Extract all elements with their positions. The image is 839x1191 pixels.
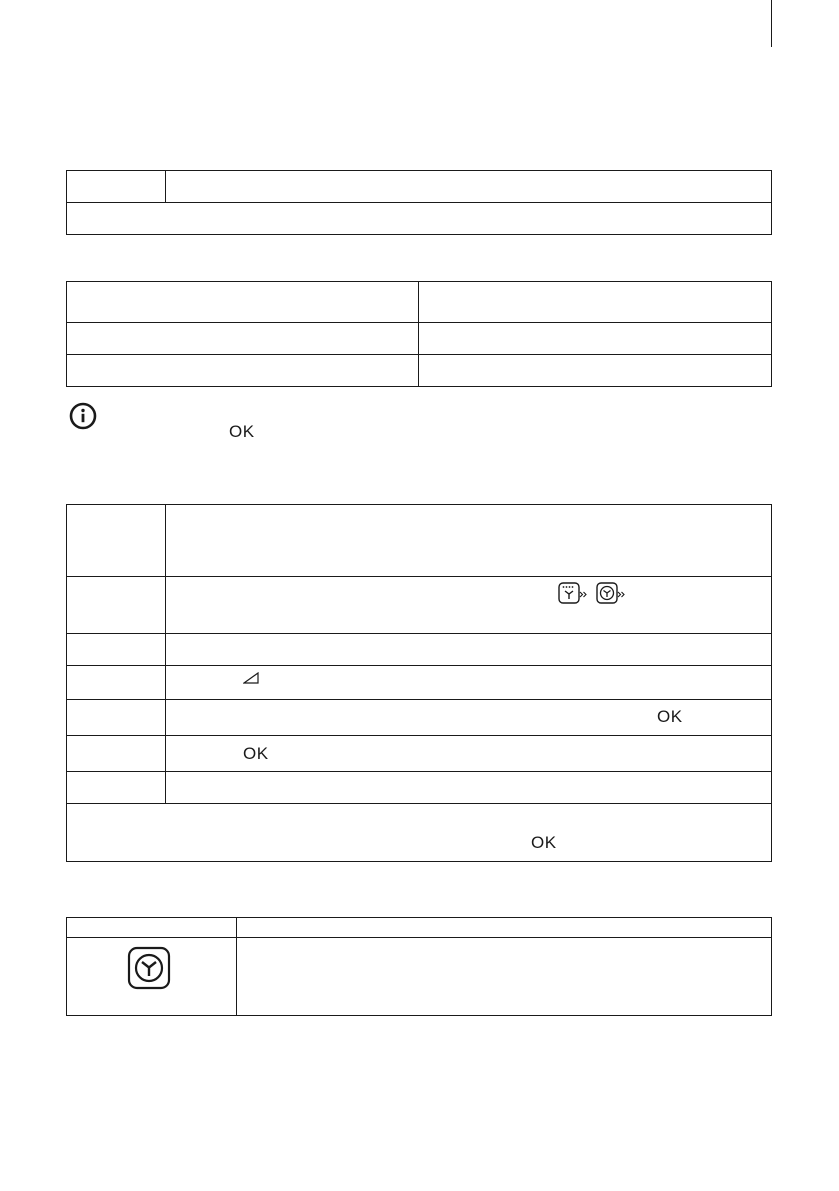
steam-clean-arrow-icon — [558, 582, 588, 606]
table-1-cell-b — [166, 171, 772, 203]
table-3-step-cell — [67, 666, 166, 699]
ok-key-label: OK — [657, 707, 683, 726]
table-4 — [66, 917, 772, 1016]
table-4-header-cell — [67, 918, 237, 938]
table-3-step-cell — [67, 699, 166, 735]
ok-key-label: OK — [243, 744, 269, 763]
table-2-cell — [67, 355, 419, 387]
table-3-text-cell — [166, 505, 772, 577]
table-3-footer-cell — [67, 804, 772, 862]
table-3-step-cell — [67, 772, 166, 804]
ok-key-label: OK — [531, 833, 557, 852]
fan-clean-arrow-icon — [596, 582, 626, 606]
table-3-text-cell — [166, 634, 772, 666]
table-1-span-cell — [67, 203, 772, 235]
table-3-step-cell — [67, 576, 166, 633]
page-edge-line — [771, 0, 772, 47]
table-2-cell — [419, 282, 772, 323]
table-3-step-cell — [67, 505, 166, 577]
fan-function-icon — [127, 946, 171, 990]
volume-triangle-icon — [243, 672, 259, 684]
table-3 — [66, 504, 772, 862]
table-3-text-cell — [166, 576, 772, 633]
info-icon — [68, 401, 98, 431]
table-2-cell — [67, 323, 419, 355]
ok-key-label: OK — [229, 422, 255, 441]
table-3-text-cell — [166, 772, 772, 804]
table-1-cell-a — [67, 171, 166, 203]
table-3-step-cell — [67, 634, 166, 666]
table-2-cell — [419, 323, 772, 355]
table-4-header-cell — [237, 918, 772, 938]
table-3-step-cell — [67, 735, 166, 771]
table-2 — [66, 281, 772, 387]
table-2-cell — [419, 355, 772, 387]
table-2-cell — [67, 282, 419, 323]
table-4-description-cell — [237, 938, 772, 1016]
table-1 — [66, 170, 772, 235]
